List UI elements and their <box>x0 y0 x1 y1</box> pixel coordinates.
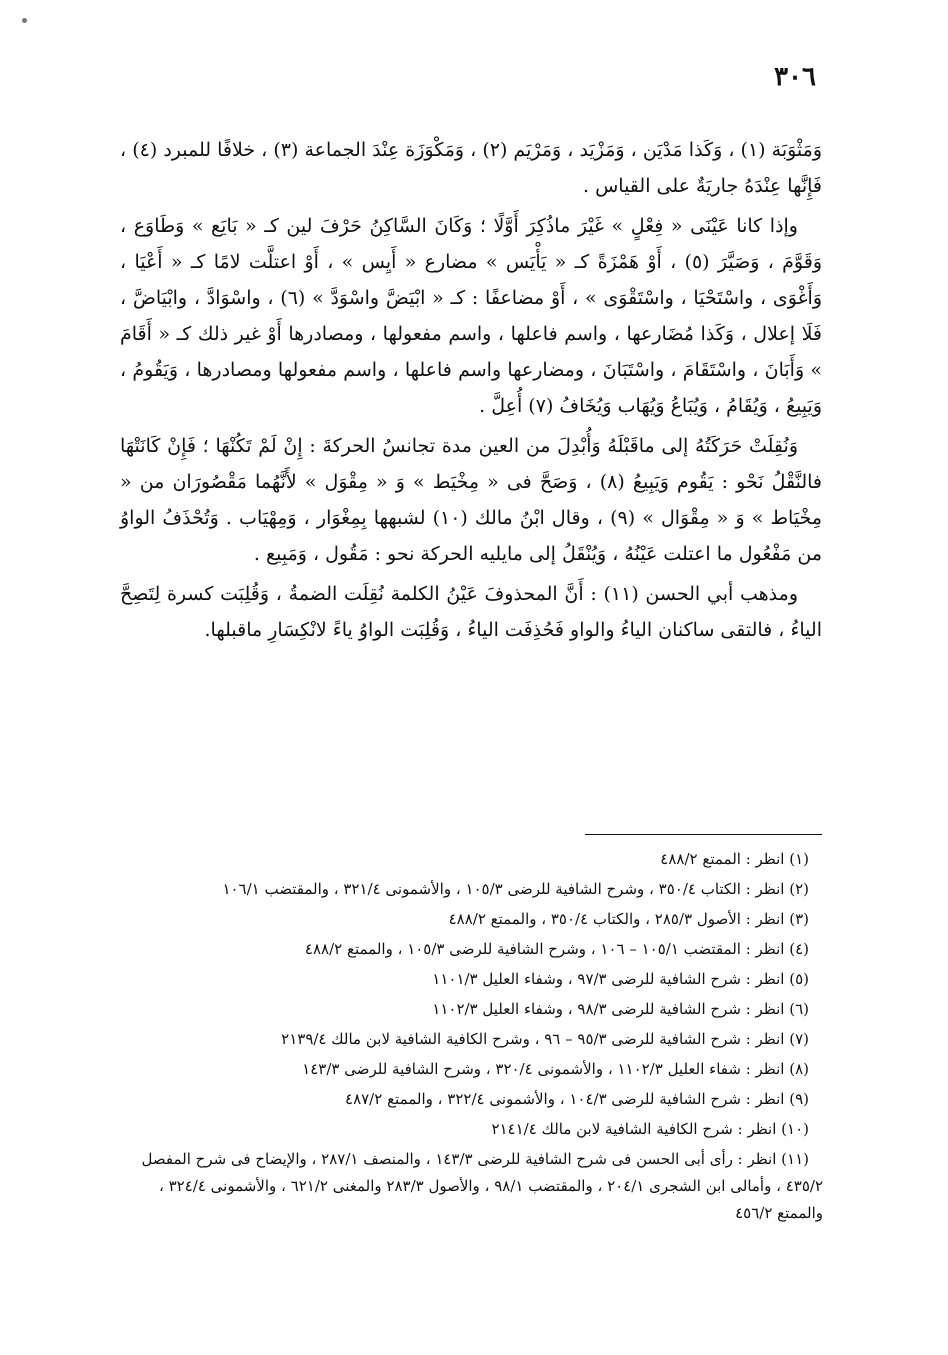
footnote-10: (١٠) انظر : شرح الكافية الشافية لابن مالك ٢١٤١/٤ <box>491 1120 809 1138</box>
footnote-5: (٥) انظر : شرح الشافية للرضى ٩٧/٣ ، وشفاء العليل ١١٠١/٣ <box>432 970 809 988</box>
footnote-1: (١) انظر : الممتع ٤٨٨/٢ <box>660 850 809 868</box>
footnote-separator <box>585 834 822 835</box>
footnote-7: (٧) انظر : شرح الشافية للرضى ٩٥/٣ – ٩٦ ، وشرح الكافية الشافية لابن مالك ٢١٣٩/٤ <box>281 1030 809 1048</box>
scan-mark <box>22 18 27 23</box>
footnote-2: (٢) انظر : الكتاب ٣٥٠/٤ ، وشرح الشافية للرضى ١٠٥/٣ ، والأشمونى ٣٢١/٤ ، والمقتضب ١٠٦/١ <box>222 880 809 898</box>
paragraph-2: وإذا كانا عَيْنَى « فِعْلٍ » غَيْرَ ماذُكِرَ أَوَّلًا ؛ وَكَانَ السَّاكِنُ حَرْفَ لين كـ « بَايَع » وَطَاوَع ، وَقَوَّمَ ، وَصَيَّرَ (٥) ، أَوْ هَمْزَةً كـ « يَأْيَس » مضارع « أَيِس » ، أَوْ اعتلَّت لامًا كـ « أَعْيَا ، وَأَغْوَى ، واسْتَحْيَا ، واسْتَقْوَى » ، أَوْ مضاعفًا : كـ « ابْيَضَّ واسْوَدَّ » (٦) ، واسْوَادَّ ، وابْيَاضَّ ، فَلَا إعلال ، وَكَذا مُضَارعها ، واسم فاعلها ، واسم مفعولها ، ومصادرها أَوْ غير ذلك كـ « أَقَامَ » وَأَبَانَ ، واسْتَقَامَ ، واسْتَبَانَ ، ومضارعها واسم فاعلها ، واسم مفعولها ومصادرها ، وَيَقُومُ ، وَيَبِيعُ ، وَيُقَامُ ، وَيُبَاعُ وَيُهَاب وَيُخَافُ (٧) أُعِلَّ . <box>120 215 823 417</box>
paragraph-3: وَنُقِلَتْ حَرَكَتُهُ إلى ماقَبْلَهُ وَأُبْدِلَ من العين مدة تجانسُ الحركةَ : إِنْ لَمْ تَكُنْهَا ؛ فَإِنْ كَانَتْهَا فالنَّقْلُ نَحْو : يَقُوم وَيَبِيعُ (٨) ، وَصَحَّ فى « مِخْيَط » وَ « مِقْوَل » لأَنَّهُما مَقْصُورَان من « مِخْيَاط » وَ « مِقْوَال » (٩) ، وقال ابْنُ مالك (١٠) لشبهها بِمِغْوَار ، وَمِهْيَاب . وَتُحْذَفُ الواوُ من مَفْعُول ما اعتلت عَيْنُهُ ، وَيُنْقَلُ إلى مايليه الحركة نحو : مَقُول ، وَمَبِيع . <box>120 435 822 565</box>
page-number: ٣٠٦ <box>774 62 816 92</box>
footnote-9: (٩) انظر : شرح الشافية للرضى ١٠٤/٣ ، والأشمونى ٣٢٢/٤ ، والممتع ٤٨٧/٢ <box>345 1090 809 1108</box>
footnote-4: (٤) انظر : المقتضب ١٠٥/١ – ١٠٦ ، وشرح الشافية للرضى ١٠٥/٣ ، والممتع ٤٨٨/٢ <box>304 940 809 958</box>
footnotes <box>115 846 823 1230</box>
footnote-6: (٦) انظر : شرح الشافية للرضى ٩٨/٣ ، وشفاء العليل ١١٠٢/٣ <box>432 1000 809 1018</box>
paragraph-1: وَمَثْوَبَة (١) ، وَكَذا مَدْيَن ، وَمَزْيَد ، وَمَرْيَم (٢) ، وَمَكْوَزَة عِنْدَ الجماعة (٣) ، خلافًا للمبرد (٤) ، فَإِنَّها عِنْدَهُ جاريَةٌ على القياس . <box>120 139 823 197</box>
paragraph-4: ومذهب أبي الحسن (١١) : أَنَّ المحذوفَ عَيْنُ الكلمة نُقِلَت الضمةُ ، وَقُلِبَت كسرة لِتَصِحَّ الياءُ ، فالتقى ساكنان الياءُ والواو فَحُذِفَت الياءُ ، وَقُلِبَت الواوُ ياءً لانْكِسَارِ ماقبلها. <box>120 583 822 641</box>
footnote-8: (٨) انظر : شفاء العليل ١١٠٢/٣ ، والأشمونى ٣٢٠/٤ ، وشرح الشافية للرضى ١٤٣/٣ <box>302 1060 809 1078</box>
main-text <box>120 132 822 652</box>
footnote-11: (١١) انظر : رأى أبى الحسن فى شرح الشافية للرضى ١٤٣/٣ ، والمنصف ٢٨٧/١ ، والإيضاح فى شرح المفصل ٤٣٥/٢ ، وأمالى ابن الشجرى ٢٠٤/١ ، والمقتضب ٩٨/١ ، والأصول ٢٨٣/٣ والمغنى ٦٢١/٢ ، والأشمونى ٣٢٤/٤ ، والممتع ٤٥٦/٢ <box>141 1150 823 1222</box>
footnote-3: (٣) انظر : الأصول ٢٨٥/٣ ، والكتاب ٣٥٠/٤ ، والممتع ٤٨٨/٢ <box>448 910 809 928</box>
